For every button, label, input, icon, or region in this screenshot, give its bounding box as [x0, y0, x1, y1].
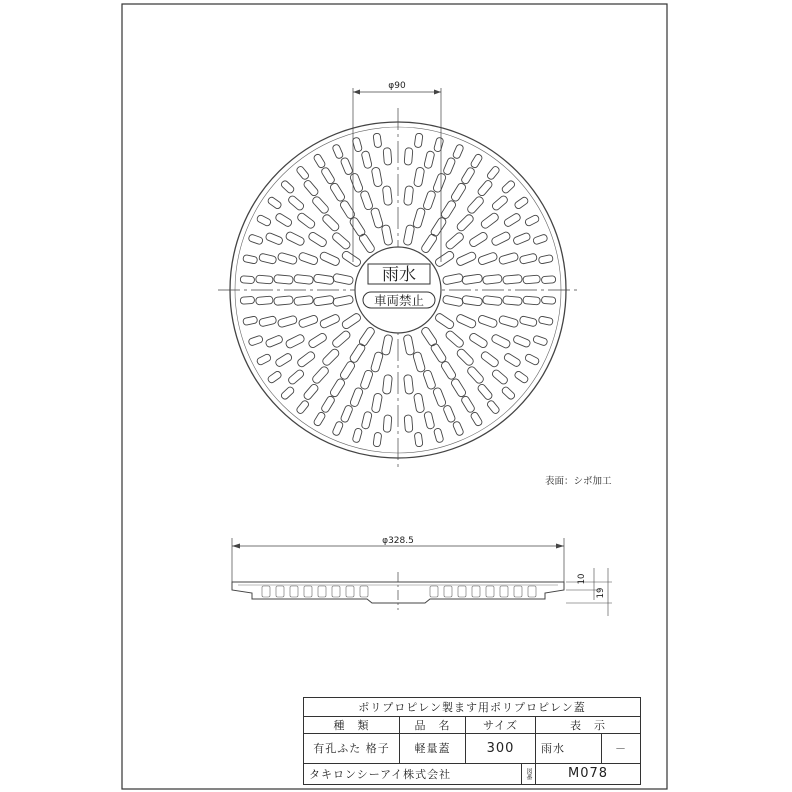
lattice-slot	[433, 137, 444, 152]
header-size: サイズ	[466, 716, 536, 733]
lattice-slot	[373, 432, 382, 447]
lattice-slot	[403, 334, 415, 355]
lattice-slot	[491, 195, 509, 212]
lattice-slot	[285, 333, 306, 349]
side-rib	[318, 586, 326, 597]
lattice-slot	[424, 151, 435, 169]
header-row	[304, 716, 640, 734]
lattice-slot	[313, 153, 326, 169]
surface-note: 表面：シボ加工	[545, 476, 612, 487]
lattice-slot	[340, 157, 353, 176]
lattice-slot	[541, 276, 555, 284]
title-row	[304, 698, 640, 717]
lattice-slot	[498, 315, 518, 328]
lattice-slot	[267, 196, 282, 210]
lattice-slot	[287, 195, 305, 212]
lattice-slot	[349, 387, 363, 408]
lattice-slot	[413, 167, 424, 187]
lattice-slot	[455, 313, 477, 329]
drawing-no-label: 図番	[522, 763, 536, 784]
lattice-slot	[470, 411, 483, 427]
lattice-slot	[303, 179, 320, 197]
lattice-slot	[440, 360, 457, 380]
lattice-slot	[538, 316, 553, 326]
lattice-slot	[403, 225, 415, 246]
lattice-slot	[321, 213, 340, 232]
marking-extra: －	[615, 742, 627, 755]
lattice-slot	[382, 375, 392, 395]
lattice-slot	[349, 172, 363, 193]
emblem-bottom-text: 車両禁止	[373, 293, 425, 308]
header-kind: 種 類	[304, 716, 400, 733]
lattice-slot	[452, 144, 464, 160]
lattice-slot	[248, 335, 264, 346]
lattice-slot	[274, 296, 294, 306]
lattice-slot	[486, 399, 500, 414]
lattice-slot	[331, 231, 351, 250]
lattice-slot	[462, 295, 483, 306]
lattice-slot	[460, 395, 475, 413]
lattice-slot	[370, 351, 383, 372]
lattice-slot	[456, 213, 475, 232]
lattice-slot	[361, 151, 372, 169]
side-rib	[458, 586, 466, 597]
lattice-slot	[480, 350, 500, 368]
size-value: 300	[466, 733, 536, 763]
lattice-slot	[503, 212, 521, 227]
lattice-slot	[319, 251, 341, 267]
lattice-slot	[382, 186, 392, 206]
lattice-slot	[349, 216, 367, 237]
lattice-slot	[491, 333, 512, 349]
lattice-slot	[274, 212, 292, 227]
lattice-slot	[523, 275, 541, 284]
lattice-slot	[514, 196, 529, 210]
lattice-slot	[519, 316, 537, 327]
lattice-slot	[432, 172, 446, 193]
lattice-slot	[313, 274, 334, 285]
footer-row	[304, 763, 640, 784]
side-rib	[276, 586, 284, 597]
side-rib	[472, 586, 480, 597]
lattice-slot	[503, 275, 523, 285]
side-view	[232, 536, 612, 616]
lattice-slot	[442, 295, 463, 307]
lattice-slot	[339, 199, 356, 219]
lattice-slot	[274, 275, 294, 285]
lattice-slot	[296, 165, 310, 180]
lattice-slot	[477, 179, 494, 197]
product-value: 軽量蓋	[400, 733, 466, 763]
lattice-slot	[483, 274, 503, 284]
lattice-slot	[404, 375, 414, 395]
lattice-slot	[404, 186, 414, 206]
lattice-slot	[341, 312, 362, 330]
dim-hole-label: φ90	[388, 81, 406, 91]
lattice-slot	[443, 405, 456, 424]
emblem-circle	[355, 247, 441, 333]
lattice-slot	[352, 428, 363, 443]
lattice-slot	[430, 343, 448, 364]
lattice-slot	[533, 335, 549, 346]
lattice-slot	[513, 232, 532, 245]
lattice-slot	[329, 182, 346, 202]
lattice-slot	[434, 312, 455, 330]
drawing-no-value: M078	[567, 766, 609, 781]
lattice-slot	[433, 428, 444, 443]
lattice-slot	[370, 207, 383, 228]
kind-value: 有孔ふた 格子	[304, 733, 400, 763]
side-rib	[304, 586, 312, 597]
company-name: タキロンシーアイ株式会社	[304, 763, 522, 784]
lattice-slot	[468, 231, 488, 248]
lattice-slot	[452, 421, 464, 437]
lattice-slot	[477, 314, 498, 328]
lattice-slot	[491, 369, 509, 386]
lattice-slot	[349, 343, 367, 364]
lattice-slot	[240, 276, 254, 284]
lattice-slot	[477, 252, 498, 266]
dim-outer-label: φ328.5	[382, 536, 414, 546]
lattice-slot	[477, 383, 494, 401]
lattice-slot	[498, 252, 518, 265]
lattice-slot	[412, 351, 425, 372]
lattice-slot	[313, 411, 326, 427]
lattice-slot	[259, 253, 277, 264]
lattice-slot	[524, 353, 540, 366]
lattice-slot	[332, 144, 344, 160]
lattice-slot	[360, 190, 374, 211]
dim-thk-total-label: 19	[596, 587, 606, 599]
lattice-slot	[533, 234, 549, 245]
lattice-slot	[243, 254, 258, 264]
lattice-slot	[470, 153, 483, 169]
lattice-slot	[311, 195, 330, 214]
lattice-slot	[311, 365, 330, 384]
lattice-slot	[307, 332, 327, 349]
lattice-slot	[414, 432, 423, 447]
lattice-slot	[248, 234, 264, 245]
lattice-slot	[339, 360, 356, 380]
lattice-slot	[298, 314, 319, 328]
lattice-slot	[434, 250, 455, 268]
lattice-slot	[320, 395, 335, 413]
header-product: 品 名	[400, 716, 466, 733]
lattice-slot	[412, 207, 425, 228]
side-rib	[486, 586, 494, 597]
lattice-slot	[466, 195, 485, 214]
lattice-slot	[483, 296, 503, 306]
lattice-slot	[460, 166, 475, 184]
lattice-slot	[501, 386, 516, 401]
lattice-slot	[430, 216, 448, 237]
lattice-slot	[524, 214, 540, 227]
title-block	[303, 697, 641, 785]
lattice-slot	[331, 330, 351, 349]
side-ribs	[262, 586, 536, 597]
lattice-slot	[480, 212, 500, 230]
lattice-slot	[383, 148, 392, 166]
lattice-slot	[445, 330, 465, 349]
marking-value: 雨水	[536, 733, 602, 763]
lattice-slot	[277, 315, 297, 328]
dim-hole-arrow-right	[434, 90, 441, 95]
lattice-slot	[361, 411, 372, 429]
lattice-slot	[383, 415, 392, 433]
lattice-slot	[371, 393, 382, 413]
dim-outer-arrow-right	[556, 544, 564, 549]
lattice-slot	[256, 214, 272, 227]
lattice-slot	[450, 182, 467, 202]
side-rib	[430, 586, 438, 597]
title-text: ポリプロピレン製ます用ポリプロピレン蓋	[358, 701, 586, 714]
lattice-slot	[280, 180, 295, 195]
dim-hole-arrow-left	[353, 90, 360, 95]
values-row	[304, 733, 640, 764]
lattice-slot	[440, 199, 457, 219]
lattice-slot	[414, 133, 423, 148]
lattice-slot	[277, 252, 297, 265]
lattice-slot	[329, 378, 346, 398]
lattice-slot	[296, 212, 316, 230]
lattice-slot	[294, 274, 314, 284]
lattice-slot	[422, 190, 436, 211]
lattice-slot	[256, 353, 272, 366]
lattice-slot	[265, 335, 284, 348]
lattice-slot	[455, 251, 477, 267]
lattice-slot	[340, 405, 353, 424]
side-rib	[444, 586, 452, 597]
lattice-slot	[503, 296, 523, 306]
lattice-slot	[513, 335, 532, 348]
lattice-slot	[259, 316, 277, 327]
lattice-slot	[296, 350, 316, 368]
dim-outer-arrow-left	[232, 544, 240, 549]
lattice-slot	[443, 157, 456, 176]
lattice-slot	[333, 273, 354, 285]
lattice-slot	[319, 313, 341, 329]
lattice-slot	[267, 370, 282, 384]
lattice-slot	[442, 273, 463, 285]
emblem-top-text: 雨水	[382, 265, 416, 285]
lattice-slot	[486, 165, 500, 180]
lattice-slot	[352, 137, 363, 152]
lattice-slot	[313, 295, 334, 306]
lattice-slot	[240, 296, 254, 304]
lattice-slot	[404, 415, 413, 433]
lattice-slot	[381, 225, 393, 246]
lattice-slot	[333, 295, 354, 307]
side-rib	[262, 586, 270, 597]
lattice-slot	[404, 148, 413, 166]
side-rib	[528, 586, 536, 597]
lattice-slot	[320, 166, 335, 184]
lattice-slot	[332, 421, 344, 437]
lattice-slot	[422, 369, 436, 390]
lattice-slot	[373, 133, 382, 148]
lattice-slot	[523, 296, 541, 305]
lattice-slot	[321, 348, 340, 367]
plan-view	[218, 81, 578, 468]
lattice-slot	[514, 370, 529, 384]
lattice-slot	[287, 369, 305, 386]
lattice-slot	[256, 296, 274, 305]
lattice-slot	[274, 352, 292, 367]
lattice-slot	[413, 393, 424, 413]
lattice-slot	[256, 275, 274, 284]
lattice-slot	[341, 250, 362, 268]
side-rib	[360, 586, 368, 597]
lattice-slot	[462, 274, 483, 285]
side-rib	[346, 586, 354, 597]
lattice-slot	[265, 232, 284, 245]
header-marking: 表 示	[570, 718, 606, 732]
side-rib	[290, 586, 298, 597]
lattice-slot	[303, 383, 320, 401]
lattice-slot	[294, 296, 314, 306]
lattice-slot	[424, 411, 435, 429]
lattice-slot	[519, 253, 537, 264]
lattice-slot	[466, 365, 485, 384]
lattice-slot	[243, 316, 258, 326]
lattice-slot	[432, 387, 446, 408]
side-rib	[514, 586, 522, 597]
lattice-slot	[450, 378, 467, 398]
lattice-slot	[360, 369, 374, 390]
lattice-slot	[371, 167, 382, 187]
lattice-slot	[538, 254, 553, 264]
side-rib	[500, 586, 508, 597]
lattice-slot	[541, 296, 555, 304]
side-rib	[332, 586, 340, 597]
lattice-slot	[503, 352, 521, 367]
lattice-slot	[456, 348, 475, 367]
lattice-slot	[307, 231, 327, 248]
lattice-slot	[445, 231, 465, 250]
lattice-slot	[468, 332, 488, 349]
lattice-slot	[501, 180, 516, 195]
lattice-slot	[296, 399, 310, 414]
dim-thk-rim-label: 10	[577, 573, 587, 585]
lattice-slot	[298, 252, 319, 266]
lattice-slot	[381, 334, 393, 355]
lattice-slot	[280, 386, 295, 401]
lattice-slot	[491, 231, 512, 247]
lattice-slot	[285, 231, 306, 247]
